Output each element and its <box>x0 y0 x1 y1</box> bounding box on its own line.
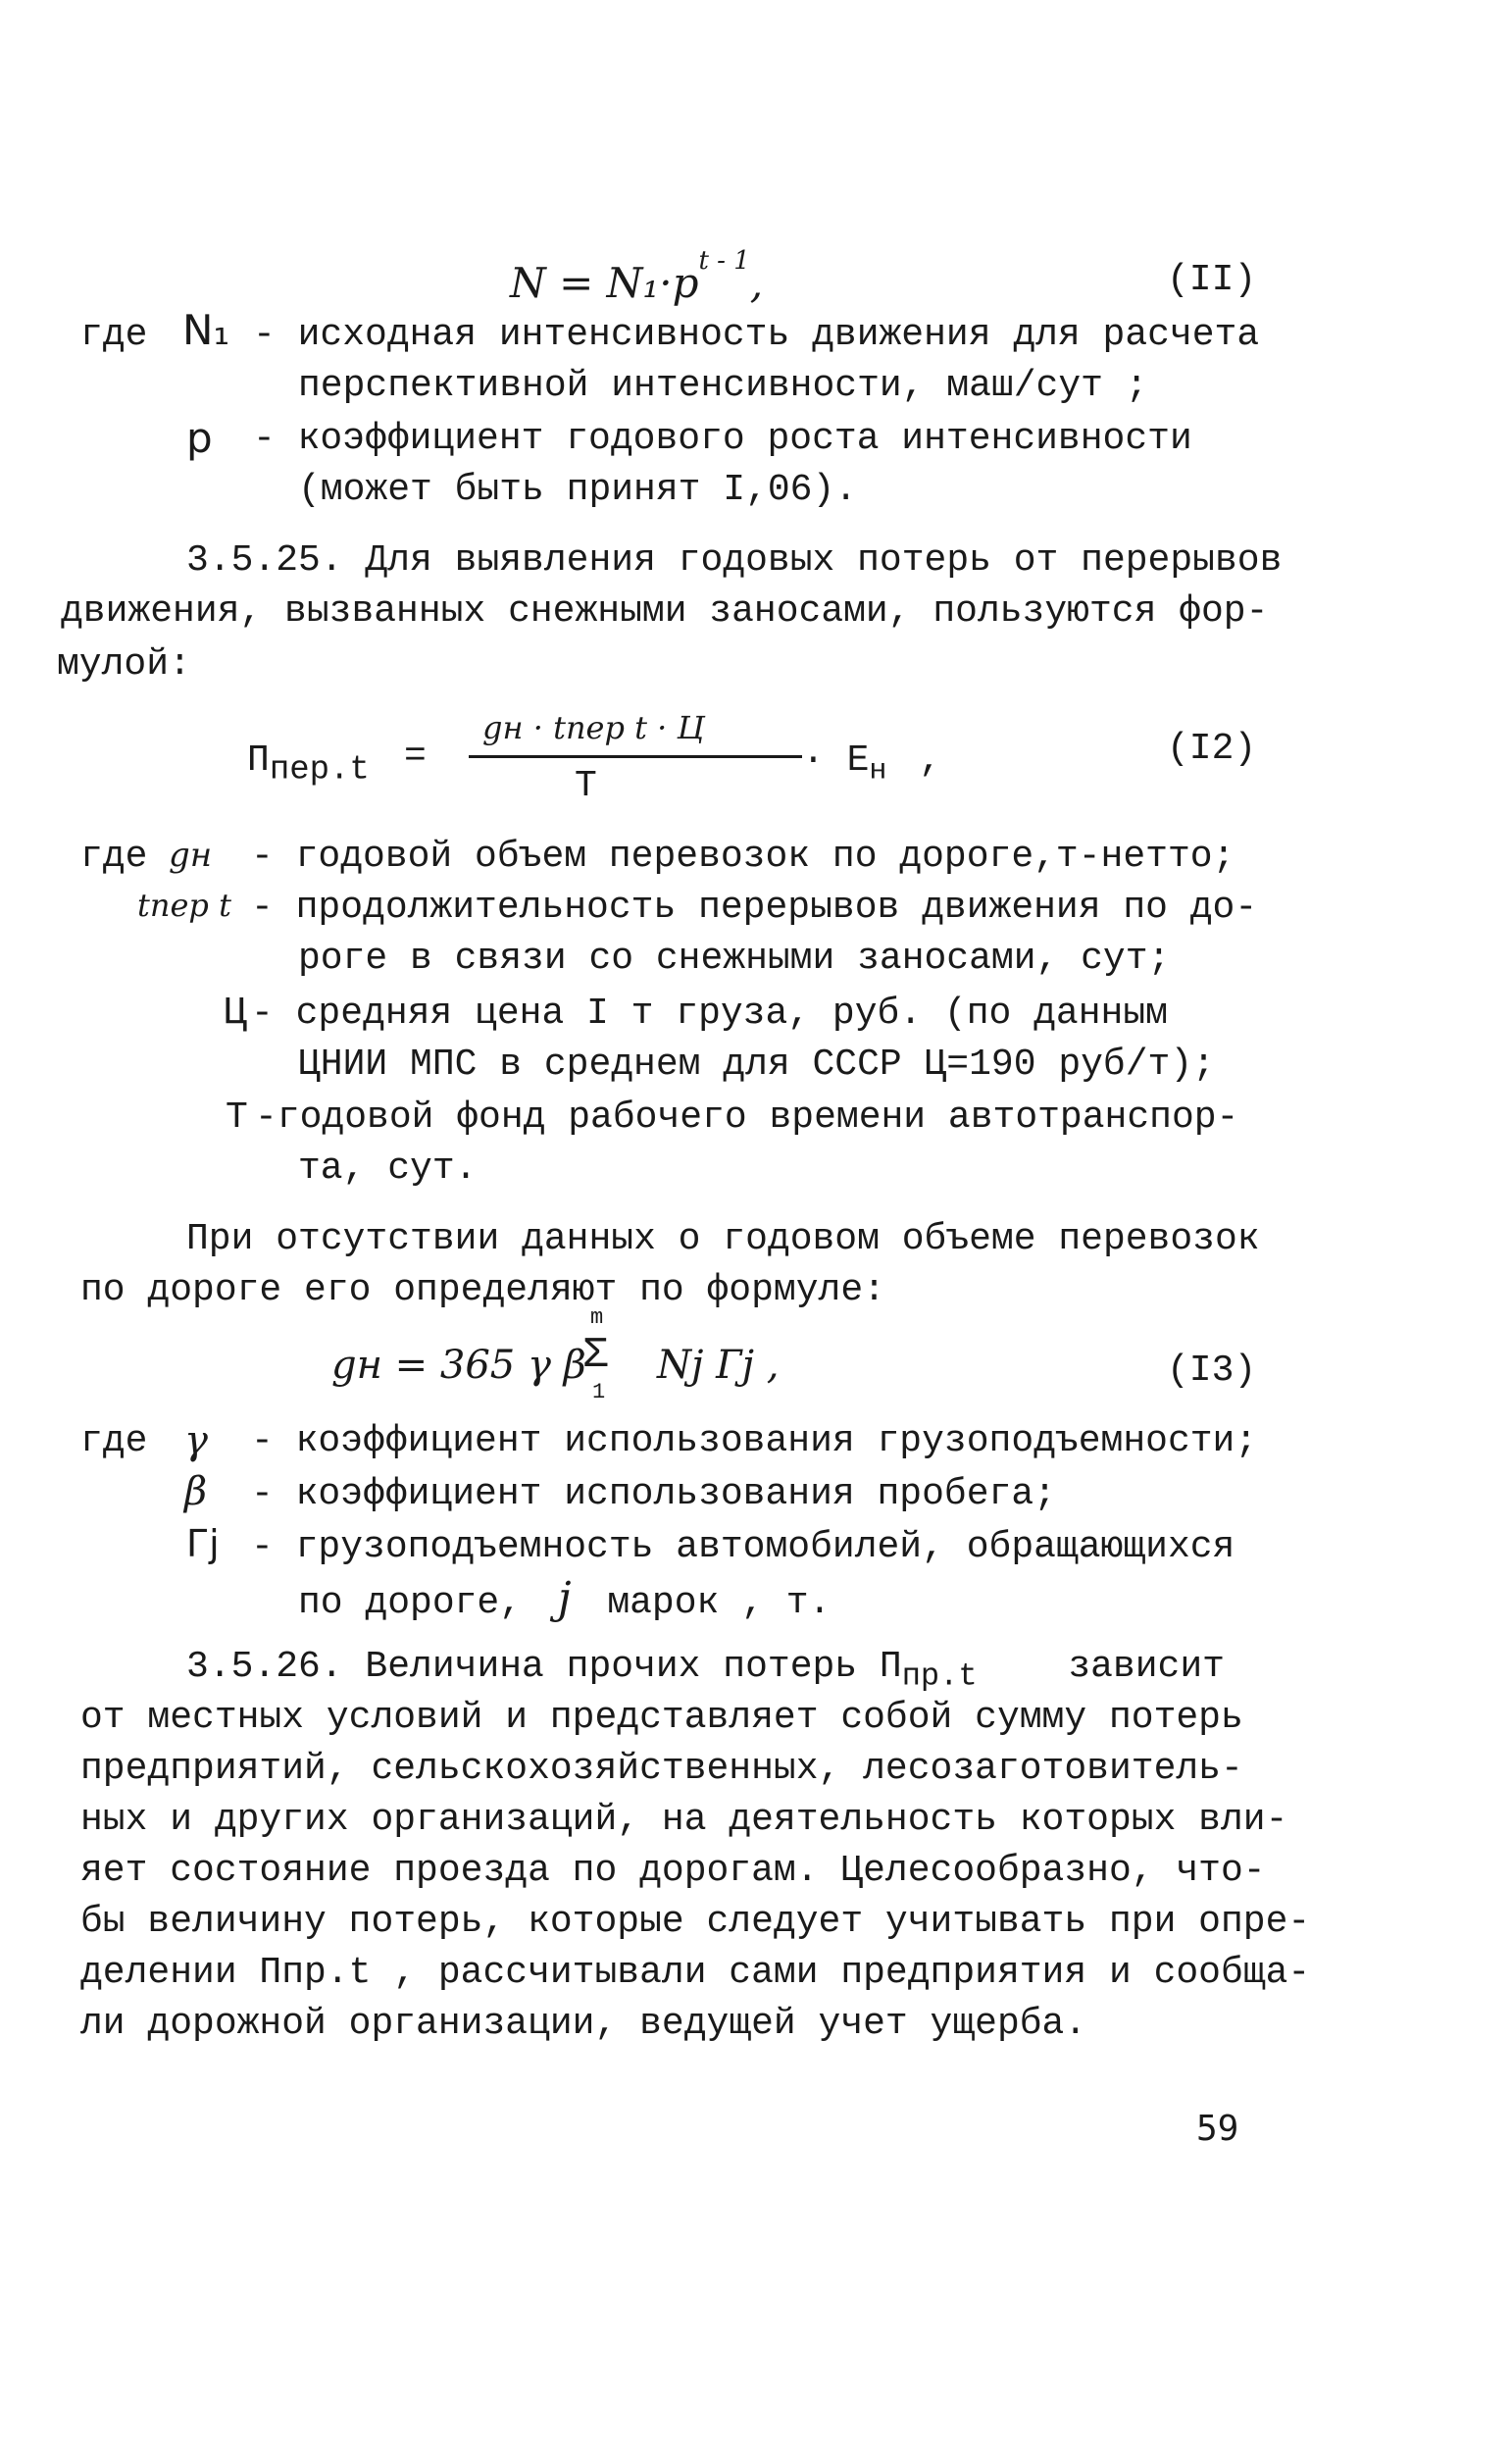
p-definition-line1: - коэффициент годового роста интенсивности <box>253 418 1192 460</box>
where-label-12: где <box>80 836 148 878</box>
para-3-5-26-line7: делении Ппр.t , рассчитывали сами предприятия и сообща- <box>80 1952 1311 1994</box>
formula-12-lhs-letter: П <box>247 739 270 782</box>
n1-definition-line1: - исходная интенсивность движения для расчета <box>253 314 1260 356</box>
symbol-p: p <box>186 414 213 462</box>
symbol-n1: N₁ <box>182 306 230 354</box>
para-3-5-26-line1 <box>186 1644 1225 1701</box>
symbol-gn: gн <box>169 836 213 875</box>
symbol-tper: tпер t <box>137 887 231 924</box>
formula-12-tail-letter: · Е <box>802 739 870 782</box>
formula-13-sum-sign: Σ <box>582 1331 609 1380</box>
c-definition-line1: - средняя цена I т груза, руб. (по данным <box>251 993 1168 1035</box>
para-absent-line2: по дороге его определяют по формуле: <box>80 1269 885 1311</box>
formula-11-body: N = N₁·p <box>510 259 699 307</box>
formula-11-exponent: t - 1 <box>698 246 750 276</box>
para-3-5-25-line1: 3.5.25. Для выявления годовых потерь от перерывов <box>186 539 1283 582</box>
formula-12-tail-subscript: н <box>869 754 887 789</box>
formula-12-numerator: gн · tпер t · Ц <box>482 709 705 746</box>
equation-number-11: (II) <box>1167 259 1257 301</box>
para-absent-line1: При отсутствии данных о годовом объеме перевозок <box>186 1218 1260 1260</box>
formula-13-sum-lower: 1 <box>592 1380 606 1404</box>
para-3-5-26-line4: ных и других организаций, на деятельность которых вли- <box>80 1799 1288 1841</box>
para-3-5-26-line5: яет состояние проезда по дорогам. Целесообразно, что- <box>80 1850 1266 1892</box>
formula-12-denominator: Т <box>575 765 597 807</box>
page-number: 59 <box>1196 2109 1239 2149</box>
where-label-13: где <box>80 1420 148 1462</box>
para-3-5-26-line8: ли дорожной организации, ведущей учет ущерба. <box>80 2003 1087 2045</box>
equation-number-13: (I3) <box>1167 1350 1257 1392</box>
formula-12-fraction-bar <box>469 755 802 758</box>
para-3-5-26-subscript: пр.t <box>901 1657 978 1695</box>
formula-11-comma: , <box>749 259 764 307</box>
formula-12-equals: = <box>404 736 427 778</box>
symbol-c: Ц <box>224 992 248 1036</box>
n1-definition-line2: перспективной интенсивности, маш/сут ; <box>298 365 1148 407</box>
symbol-gamma: γ <box>184 1418 208 1463</box>
tper-definition-line1: - продолжительность перерывов движения по до- <box>251 887 1258 929</box>
formula-12-lhs-subscript: пер.t <box>269 751 370 790</box>
equation-number-12: (I2) <box>1167 728 1257 770</box>
tper-definition-line2: роге в связи со снежными заносами, сут; <box>298 938 1171 980</box>
para-3-5-25-line2: движения, вызванных снежными заносами, пользуются фор- <box>61 590 1269 633</box>
para-3-5-26-line2: от местных условий и представляет собой сумму потерь <box>80 1697 1243 1739</box>
beta-definition: - коэффициент использования пробега; <box>251 1473 1056 1515</box>
t-definition-line1: -годовой фонд рабочего времени автотранспор- <box>255 1096 1239 1139</box>
g-definition-line2-end: марок , т. <box>607 1582 832 1624</box>
para-3-5-26-line6: бы величину потерь, которые следует учитывать при опре- <box>80 1901 1311 1943</box>
formula-13-tail: Nj Гj , <box>657 1343 780 1388</box>
g-definition-line2-start: по дороге, <box>298 1582 523 1624</box>
where-label-11: где <box>80 314 148 356</box>
formula-12-lhs <box>247 738 370 794</box>
g-definition-line2 <box>298 1575 831 1627</box>
symbol-t: Т <box>226 1096 248 1139</box>
p-definition-line2: (может быть принят I,06). <box>298 469 858 511</box>
g-definition-j: j <box>557 1573 572 1623</box>
formula-13-sum-upper: m <box>590 1305 604 1330</box>
para-3-5-25-line3: мулой: <box>57 643 191 686</box>
formula-11 <box>510 246 764 307</box>
para-3-5-26-line3: предприятий, сельскохозяйственных, лесозаготовитель- <box>80 1748 1243 1790</box>
gamma-definition: - коэффициент использования грузоподъемности; <box>251 1420 1258 1462</box>
para-3-5-26-line1-end: зависит <box>1068 1646 1225 1688</box>
para-3-5-26-line1-start: 3.5.26. Величина прочих потерь П <box>186 1646 902 1688</box>
c-definition-line2: ЦНИИ МПС в среднем для СССР Ц=190 руб/т); <box>298 1044 1215 1086</box>
symbol-beta: β <box>184 1469 208 1514</box>
t-definition-line2: та, сут. <box>298 1147 478 1190</box>
g-definition-line1: - грузоподъемность автомобилей, обращающихся <box>251 1526 1235 1568</box>
formula-13-body: gн = 365 γ β <box>331 1343 586 1388</box>
gn-definition: - годовой объем перевозок по дороге,т-нетто; <box>251 836 1235 878</box>
formula-12-comma: , <box>919 739 942 782</box>
symbol-g: Гj <box>186 1522 220 1565</box>
formula-12-tail <box>802 738 941 795</box>
